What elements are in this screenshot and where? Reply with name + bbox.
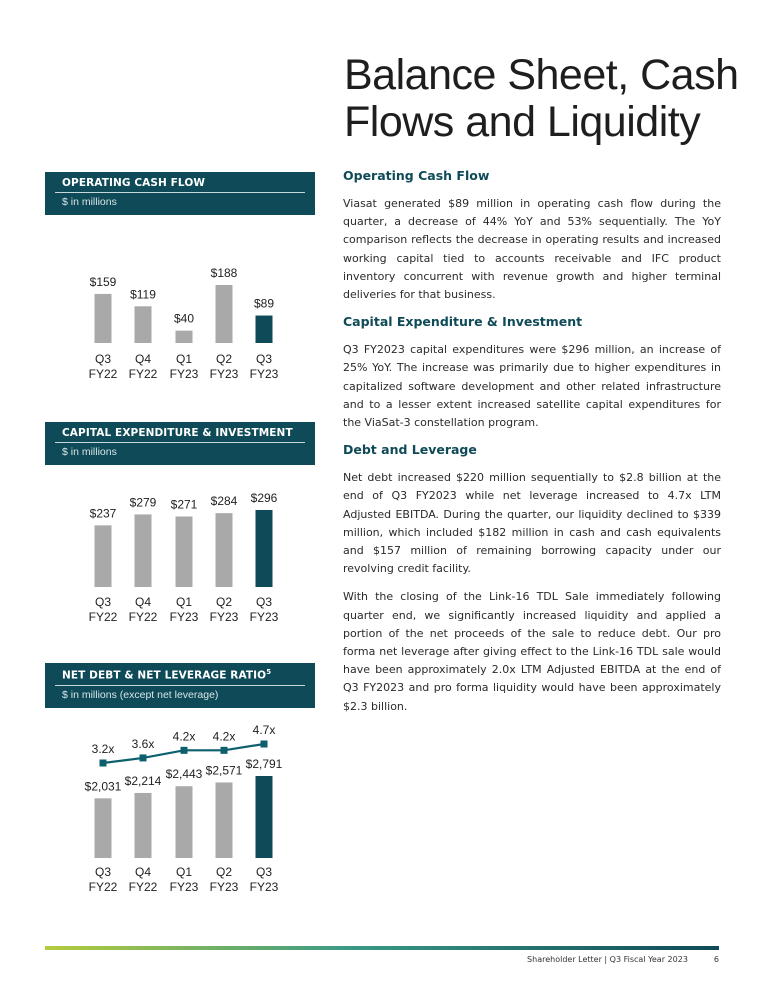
bar bbox=[95, 798, 112, 858]
x-tick-label: FY23 bbox=[169, 367, 199, 381]
bar bbox=[135, 306, 152, 343]
x-tick-label: FY22 bbox=[128, 367, 158, 381]
x-tick-label: Q4 bbox=[134, 352, 152, 366]
x-tick-label: Q3 bbox=[94, 352, 112, 366]
x-tick-label: FY23 bbox=[209, 367, 239, 381]
bar bbox=[216, 782, 233, 858]
bar bbox=[95, 294, 112, 343]
bar-value-label: $159 bbox=[89, 274, 117, 289]
footer-gradient-rule bbox=[45, 946, 719, 950]
leverage-label: 4.2x bbox=[212, 729, 236, 744]
leverage-marker bbox=[140, 754, 147, 761]
body-text bbox=[343, 168, 721, 726]
leverage-label: 4.2x bbox=[172, 729, 196, 744]
bar-value-label: $89 bbox=[253, 296, 275, 311]
bar bbox=[176, 786, 193, 858]
leverage-label: 3.6x bbox=[131, 736, 155, 751]
paragraph: Viasat generated $89 million in operating cash flow during the quarter, a decrease of 44% YoY and 53% sequentially. The YoY comparison reflects the decrease in operating results and increased working capital tied to accounts receivable and IFC product inventory concurrent with revenue growth and higher terminal deliveries for that business. bbox=[343, 197, 721, 302]
leverage-label: 3.2x bbox=[91, 742, 115, 756]
section-heading-operating-cash-flow: Operating Cash Flow bbox=[343, 168, 490, 183]
x-tick-label: FY23 bbox=[249, 610, 279, 624]
bar-value-label: $2,571 bbox=[205, 763, 243, 778]
bar-value-label: $296 bbox=[250, 491, 278, 505]
leverage-marker bbox=[100, 760, 107, 767]
bar-value-label: $188 bbox=[210, 266, 238, 280]
operating-cash-flow-header bbox=[45, 172, 315, 215]
paragraph: With the closing of the Link-16 TDL Sale immediately following quarter end, we significantly increased liquidity and applied a portion of the net proceeds of the sale to reduce debt. Our pro forma net leverage after giving effect to the Link-16 TDL sale would have been approximately 2.0x LTM Adjusted EBITDA at the end of Q3 FY2023 and pro forma liquidity would have been approximately $2.3 billion. bbox=[343, 590, 721, 713]
bar-value-label: $284 bbox=[210, 494, 238, 509]
bar bbox=[135, 793, 152, 858]
x-tick-label: Q2 bbox=[215, 865, 233, 879]
bar-value-label: $237 bbox=[89, 506, 117, 521]
chart-title-text: NET DEBT & NET LEVERAGE RATIO bbox=[62, 669, 267, 682]
x-tick-label: FY23 bbox=[209, 880, 239, 894]
x-tick-label: FY23 bbox=[169, 880, 199, 894]
x-tick-label: Q1 bbox=[175, 595, 193, 609]
bar bbox=[216, 513, 233, 587]
page-title bbox=[344, 52, 754, 146]
bar bbox=[135, 514, 152, 587]
footer bbox=[527, 955, 719, 964]
footnote-marker: 5 bbox=[266, 668, 272, 676]
page-number: 6 bbox=[713, 955, 719, 964]
bar bbox=[256, 316, 273, 343]
section-heading-capex: Capital Expenditure & Investment bbox=[343, 314, 583, 330]
x-tick-label: FY23 bbox=[169, 610, 199, 624]
bar-value-label: $2,791 bbox=[245, 757, 283, 771]
leverage-label: 4.7x bbox=[252, 723, 276, 737]
bar-value-label: $40 bbox=[173, 311, 195, 326]
net-debt-leverage-chart bbox=[45, 716, 315, 896]
x-tick-label: Q3 bbox=[255, 595, 273, 609]
paragraph: Net debt increased $220 million sequentially to $2.8 billion at the end of Q3 FY2023 while net leverage increased to 4.7x LTM Adjusted EBITDA. During the quarter, our liquidity declined to $339 million, which included $182 million in cash and cash equivalents and $157 million of remaining borrowing capacity under our revolving credit facility. bbox=[343, 471, 721, 576]
chart-title: CAPITAL EXPENDITURE & INVESTMENT bbox=[55, 422, 305, 443]
chart-subtitle: $ in millions (except net leverage) bbox=[62, 688, 219, 701]
bar-value-label: $119 bbox=[130, 287, 156, 302]
page-title-line-1: Balance Sheet, Cash bbox=[344, 51, 739, 99]
x-tick-label: FY22 bbox=[128, 880, 158, 894]
bar bbox=[256, 510, 273, 587]
chart-title bbox=[55, 663, 305, 686]
bar-value-label: $2,214 bbox=[124, 773, 162, 788]
x-tick-label: FY23 bbox=[249, 880, 279, 894]
x-tick-label: Q4 bbox=[134, 865, 152, 879]
section-heading-debt-leverage: Debt and Leverage bbox=[343, 442, 477, 458]
x-tick-label: FY22 bbox=[88, 880, 118, 894]
capex-investment-header bbox=[45, 422, 315, 465]
chart-subtitle: $ in millions bbox=[62, 196, 117, 208]
x-tick-label: Q3 bbox=[255, 352, 273, 366]
bar-value-label: $271 bbox=[170, 497, 198, 512]
x-tick-label: Q4 bbox=[134, 595, 152, 609]
operating-cash-flow-chart bbox=[45, 244, 315, 394]
bar bbox=[176, 517, 193, 587]
leverage-marker bbox=[261, 741, 268, 748]
bar-value-label: $2,031 bbox=[84, 779, 122, 794]
x-tick-label: FY22 bbox=[88, 610, 118, 624]
bar-value-label: $2,443 bbox=[165, 767, 203, 782]
chart-title: OPERATING CASH FLOW bbox=[55, 172, 305, 193]
bar bbox=[95, 525, 112, 587]
footer-label: Shareholder Letter | Q3 Fiscal Year 2023 bbox=[527, 955, 688, 964]
x-tick-label: FY23 bbox=[249, 367, 279, 381]
capex-investment-chart bbox=[45, 484, 315, 639]
x-tick-label: FY23 bbox=[209, 610, 239, 624]
x-tick-label: Q2 bbox=[215, 352, 233, 366]
x-tick-label: Q3 bbox=[94, 595, 112, 609]
x-tick-label: Q1 bbox=[175, 352, 193, 366]
x-tick-label: FY22 bbox=[128, 610, 158, 624]
bar bbox=[176, 331, 193, 343]
bar bbox=[256, 776, 273, 858]
x-tick-label: Q3 bbox=[94, 865, 112, 879]
bar bbox=[216, 285, 233, 343]
leverage-marker bbox=[221, 747, 228, 754]
x-tick-label: Q1 bbox=[175, 865, 193, 879]
page-title-line-2: Flows and Liquidity bbox=[344, 98, 701, 146]
net-debt-leverage-header bbox=[45, 663, 315, 708]
x-tick-label: Q3 bbox=[255, 865, 273, 879]
chart-subtitle: $ in millions bbox=[62, 446, 117, 458]
paragraph: Q3 FY2023 capital expenditures were $296 million, an increase of 25% YoY. The increase was primarily due to higher expenditures in capitalized software development and other related infrastructure and to a lesser extent increased satellite capital expenditures for the ViaSat-3 constellation program. bbox=[343, 343, 721, 430]
x-tick-label: Q2 bbox=[215, 595, 233, 609]
bar-value-label: $279 bbox=[129, 495, 157, 510]
x-tick-label: FY22 bbox=[88, 367, 118, 381]
leverage-marker bbox=[181, 747, 188, 754]
